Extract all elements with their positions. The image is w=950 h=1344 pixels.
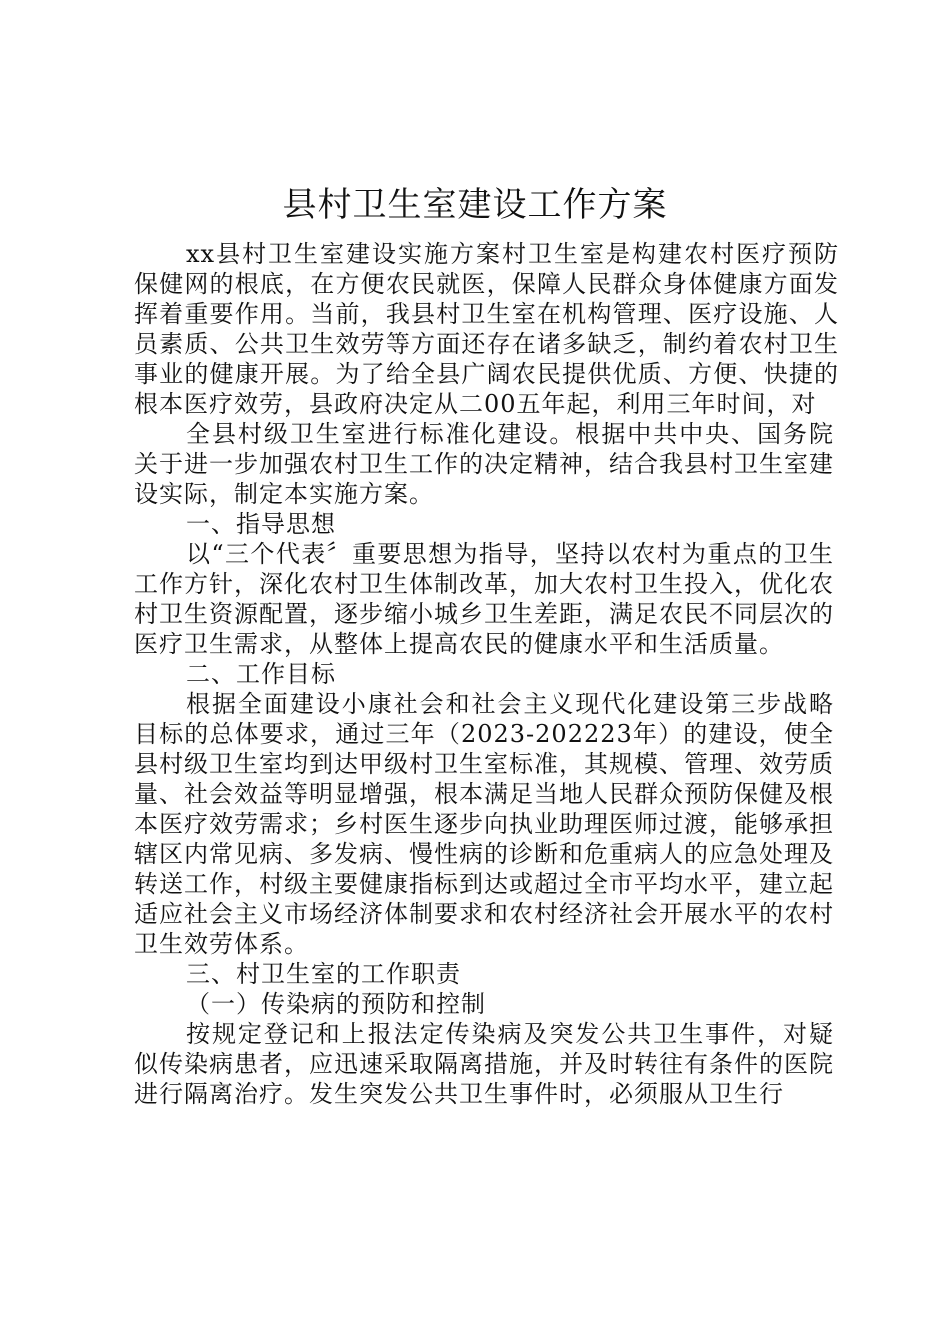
guiding-ideology-paragraph: 以“三个代表〞重要思想为指导，坚持以农村为重点的卫生工作方针，深化农村卫生体制改革，加大农村卫生投入，优化农村卫生资源配置，逐步缩小城乡卫生差距，满足农民不同层次的医疗卫生需求，从整体上提高农民的健康水平和生活质量。 bbox=[134, 540, 834, 658]
work-goals-paragraph: 根据全面建设小康社会和社会主义现代化建设第三步战略目标的总体要求，通过三年（2023-202223年）的建设，使全县村级卫生室均到达甲级村卫生室标准，其规模、管理、效劳质量、社会效益等明显增强，根本满足当地人民群众预防保健及根本医疗效劳需求；乡村医生逐步向执业助理医师过渡，能够承担辖区内常见病、多发病、慢性病的诊断和危重病人的应急处理及转送工作，村级主要健康指标到达或超过全市平均水平，建立起适应社会主义市场经济体制要求和农村经济社会开展水平的农村卫生效劳体系。 bbox=[134, 690, 834, 958]
section-heading-duties: 三、村卫生室的工作职责 bbox=[186, 960, 461, 988]
intro-paragraph: xx县村卫生室建设实施方案村卫生室是构建农村医疗预防保健网的根底，在方便农民就医，保障人民群众身体健康方面发挥着重要作用。当前，我县村卫生室在机构管理、医疗设施、人员素质、公共卫生效劳等方面还存在诸多缺乏，制约着农村卫生事业的健康开展。为了给全县广阔农民提供优质、方便、快捷的根本医疗效劳，县政府决定从二00五年起，利用三年时间，对 bbox=[134, 240, 839, 418]
document-body bbox=[134, 239, 839, 1109]
disease-control-paragraph: 按规定登记和上报法定传染病及突发公共卫生事件，对疑似传染病患者，应迅速采取隔离措施，并及时转往有条件的医院进行隔离治疗。发生突发公共卫生事件时，必须服从卫生行 bbox=[134, 1020, 834, 1108]
intro-continuation-paragraph: 全县村级卫生室进行标准化建设。根据中共中央、国务院关于进一步加强农村卫生工作的决定精神，结合我县村卫生室建设实际，制定本实施方案。 bbox=[134, 420, 834, 508]
subsection-heading-disease-control: （一）传染病的预防和控制 bbox=[186, 990, 486, 1018]
document-title: 县村卫生室建设工作方案 bbox=[282, 185, 668, 225]
section-heading-work-goals: 二、工作目标 bbox=[186, 660, 336, 688]
section-heading-guiding-ideology: 一、指导思想 bbox=[186, 510, 336, 538]
